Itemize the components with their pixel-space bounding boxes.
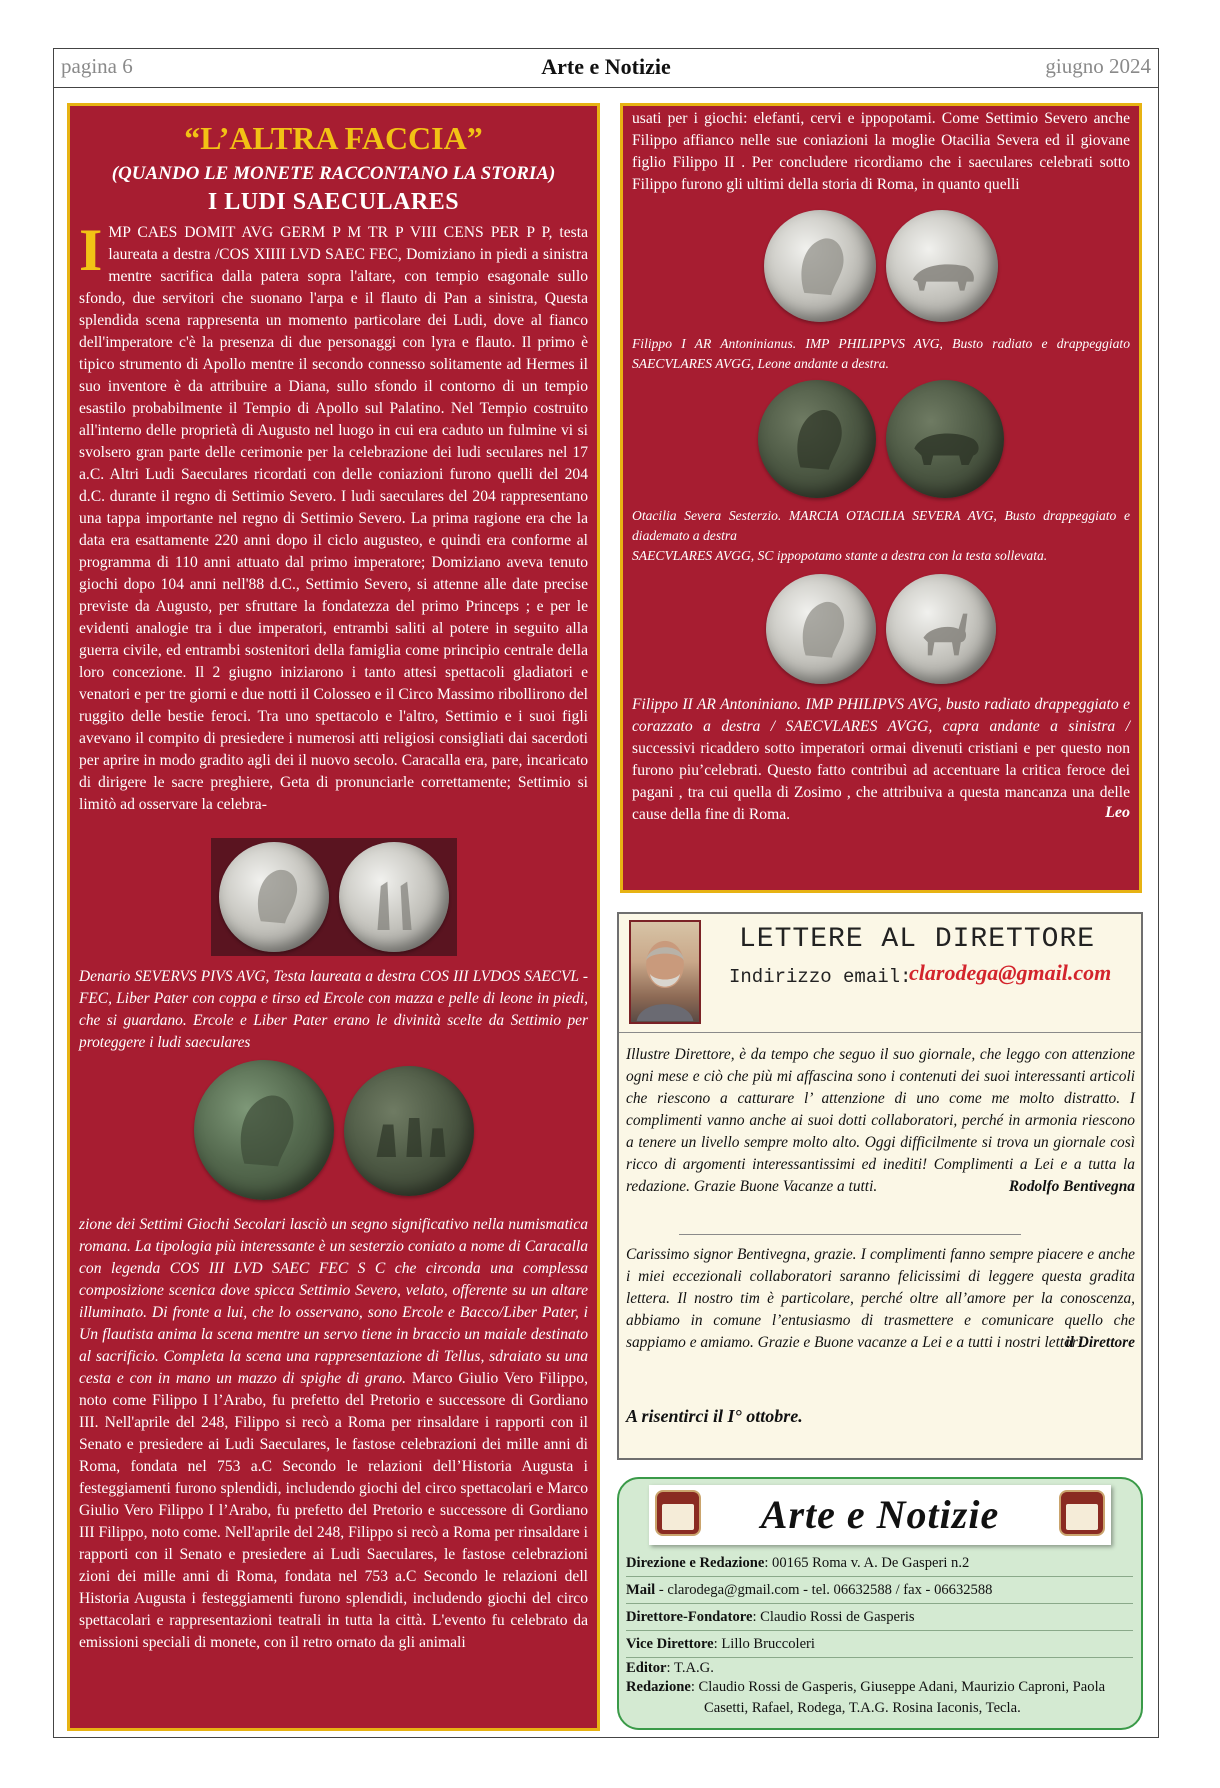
divider <box>626 1576 1133 1577</box>
letters-title: LETTERE AL DIRETTORE <box>739 924 1096 955</box>
credit-editor: Editor: T.A.G. <box>626 1660 714 1676</box>
director-photo <box>629 920 701 1024</box>
credit-mail: Mail - clarodega@gmail.com - tel. 06632588 / fax - 06632588 <box>626 1582 993 1598</box>
article-body-right-top: usati per i giochi: elefanti, cervi e ippopotami. Come Settimio Severo anche Filippo affianco nelle sue coniazioni la moglie Otacilia Severa ed il giovane figlio Filippo II . Per concludere ricordiamo che i saeculares celebrati sotto Filippo furono gli ultimi della storia di Roma, in quanto quelli <box>632 110 1130 193</box>
coin-reverse-goat <box>886 574 996 684</box>
coin-obverse-caracalla <box>194 1060 334 1200</box>
article-section-title: I LUDI SAECULARES <box>207 189 460 215</box>
coin-image-denario <box>79 838 588 956</box>
credit-staff-continued: Casetti, Rafael, Rodega, T.A.G. Rosina Iaconis, Tecla. <box>704 1700 1021 1716</box>
divider <box>679 1234 1021 1235</box>
coin-photo-frame <box>211 838 457 956</box>
masthead-banner <box>649 1485 1111 1545</box>
newspaper-logo-right <box>1059 1490 1105 1536</box>
article-right-column <box>620 103 1142 893</box>
credit-staff: Redazione: Claudio Rossi de Gasperis, Giuseppe Adani, Maurizio Caproni, Paola <box>626 1679 1106 1695</box>
director-signature: il Direttore <box>1065 1334 1135 1351</box>
email-label: Indirizzo email: <box>729 966 912 988</box>
issue-date: giugno 2024 <box>1045 54 1151 78</box>
coin-obverse-philippus <box>764 210 876 322</box>
coin-image-filippo-ii <box>632 574 1130 684</box>
coin-obverse-philippus-ii <box>766 574 876 684</box>
page-number: pagina 6 <box>61 54 133 78</box>
masthead-box <box>617 1477 1143 1730</box>
article-body-right-end: Filippo II AR Antoniniano. IMP PHILIPVS AVG, busto radiato drappeggiato e corazzato a destra / SAECVLARES AVGG, capra andante a sinistra / successivi ricaddero sotto imperatori ormai divenuti cristiani e per questo non furono piu’celebrati. Questo fatto contribuì ad accentuare la critica feroce dei pagani , tra cui quella di Zosimo , che attribuiva a questa mancanza una delle cause della fine di Roma. <box>632 696 1130 823</box>
coin-image-sesterzio <box>79 1060 588 1200</box>
coin-reverse-hippopotamus <box>886 380 1004 498</box>
masthead-title: Arte e Notizie <box>760 1492 1000 1537</box>
coin-obverse-otacilia <box>758 380 876 498</box>
coin-reverse-liber-ercole <box>339 842 449 952</box>
caption-otacilia: Otacilia Severa Sesterzio. MARCIA OTACILIA SEVERA AVG, Busto drappeggiato e diademato a destra SAECVLARES AVGG, SC ippopotamo stante a destra con la testa sollevata. <box>632 508 1130 563</box>
caption-denario: Denario SEVERVS PIVS AVG, Testa laureata a destra COS III LVDOS SAECVL - FEC, Liber Pater con coppa e tirso ed Ercole con mazza e pelle di leone in piedi, che si guardano. Ercole e Liber Pater erano le divinità scelte da Settimio per proteggere i ludi saeculares <box>79 968 588 1051</box>
coin-reverse-sacrifice-scene <box>344 1066 474 1196</box>
letters-to-editor-box <box>617 912 1143 1460</box>
newspaper-name: Arte e Notizie <box>541 54 671 79</box>
article-author: Leo <box>1105 804 1130 821</box>
article-body-part1: IMP CAES DOMIT AVG GERM P M TR P VIII CENS PER P P, testa laureata a destra /COS XIIII LVD SAEC FEC, Domiziano in piedi a sinistra mentre sacrifica dalla patera sopra l'altare, con tempio esagonale sullo sfondo, due servitori che suonano l'arpa e il flauto di Pan a sinistra, Questa splendida scena rappresenta un momento particolare dei Ludi, dove al fianco dell'imperatore c'è la presenza di due personaggi con lyra e flauto. Il primo è tipico strumento di Apollo mentre il secondo connesso solitamente ad Hermes il suo inventore è da attribuire a Diana, sullo sfondo il contorno di un tempio esastilo probabilmente il Tempio di Apollo sul Palatino. Nel Tempio costruito all'interno delle proprietà di Augusto nel luogo in cui era caduto un fulmine vi si svolsero gran parte delle cerimonie per la celebrazione dei ludi seculares nel 17 a.C. Altri Ludi Saeculares ricordati con delle coniazioni furono quelli del 204 d.C. durante il regno di Settimio Severo. I ludi saeculares del 204 rappresentano una tappa importante nel regno di Settimio Severo. La prima ragione era che la data era esattamente 220 anni dopo il ciclo augusteo, e quindi era conforme al programma di 110 anni attuato dal primo imperatore; Domiziano aveva tenuto giochi dopo 104 anni nell'88 d.C., Settimio Severo, si attenne alle date precise previste da Augusto, per sfruttare la fondatezza del primo Princeps ; e per le evidenti analogie tra i due imperatori, entrambi saliti al potere in seguito alla guerra civile, ed entrambi sostenitori della famiglia come principio centrale della loro concezione. Il 2 giugno iniziarono i tanto attesi spettacoli gladiatori e venatori e per tre giorni e due notti il Colosseo e il Circo Massimo ribollirono del ruggito delle bestie feroci. Tra uno spettacolo e l'altro, Settimio e i suoi figli avevano il compito di presiedere i numerosi atti religiosi consigliati dai sacerdoti per aprire in modo gradito agli dei il nuovo secolo. Caracalla era, pare, incaricato di dirigere le sacre preghiere, Geta di pronunciarle correttamente; Settimio si limitò ad osservare la celebra- <box>79 217 588 813</box>
editor-email-link[interactable]: clarodega@gmail.com <box>909 960 1112 985</box>
divider <box>626 1603 1133 1604</box>
divider <box>626 1657 1133 1658</box>
caption-filippo-i: Filippo I AR Antoninianus. IMP PHILIPPVS AVG, Busto radiato e drappeggiato SAECVLARES AVGG, Leone andante a destra. <box>632 336 1130 371</box>
coin-image-filippo-i <box>632 210 1130 322</box>
director-reply: Carissimo signor Bentivegna, grazie. I complimenti fanno sempre piacere e anche i miei eccezionali collaboratori saranno felicissimi di leggere questa gradita lettera. Il nostro tim è particolare, perché oltre all’amore per la conoscenza, abbiamo in comune l’entusiasmo di trasmettere e comunicare quello che sappiamo e amiamo. Grazie e Buone vacanze a Lei e a tutti i nostri lettori. il Direttore <box>626 1244 1135 1354</box>
article-title: “L’ALTRA FACCIA” <box>184 120 483 156</box>
article-subtitle: (QUANDO LE MONETE RACCONTANO LA STORIA) <box>111 163 556 184</box>
coin-reverse-lion <box>886 210 998 322</box>
credit-fondatore: Direttore-Fondatore: Claudio Rossi de Gasperis <box>626 1609 915 1625</box>
article-left-column <box>67 103 600 1731</box>
masthead-credits <box>626 1551 1133 1719</box>
page-header <box>53 48 1159 88</box>
coin-obverse-severus <box>219 842 329 952</box>
coin-image-otacilia <box>632 380 1130 498</box>
divider <box>626 1630 1133 1631</box>
credit-vice: Vice Direttore: Lillo Bruccoleri <box>626 1636 815 1652</box>
reader-letter: Illustre Direttore, è da tempo che seguo il suo giornale, che leggo con attenzione ogni mese e ciò che più mi affascina sono i contenuti dei suoi interessanti articoli che riescono a catturare l’ attenzione di uno come me molto distratto. I complimenti vanno anche ai suoi dotti collaboratori, perché in armonia riescono a tenere un livello sempre molto alto. Oggi difficilmente si trova un giornale così ricco di argomenti interessantissimi ed inediti! Complimenti a Lei e a tutta la redazione. Grazie Buone Vacanze a tutti. Rodolfo Bentivegna <box>626 1044 1135 1198</box>
credit-redazione: Direzione e Redazione: 00165 Roma v. A. De Gasperi n.2 <box>626 1555 970 1571</box>
article-body-part2: zione dei Settimi Giochi Secolari lasciò un segno significativo nella numismatica romana. La tipologia più interessante è un sesterzio coniato a nome di Caracalla con legenda COS III LVD SAEC FEC S C che circonda una complessa composizione scenica dove spicca Settimio Severo, velato, offerente su un altare illuminato. Di fronte a lui, che lo osservano, sono Ercole e Bacco/Liber Pater, i Un flautista anima la scena mentre un servo tiene in braccio un maiale destinato al sacrificio. Completa la scena una rappresentazione di Tellus, sdraiato su una cesta e con in mano un mazzo di spighe di grano. Marco Giulio Vero Filippo, noto come Filippo I l’Arabo, fu prefetto del Pretorio e successore di Gordiano III. Nell'aprile del 248, Filippo si recò a Roma per rinsaldare i rapporti con il Senato e presiedere ai Ludi Saeculares, le fastose celebrazioni dei mille anni di Roma, fondata nel 753 a.C Secondo le relazioni dell’Historia Augusta i festeggiamenti furono splendidi, includendo giochi del circo spettacolari e Marco Giulio Vero Filippo I l’Arabo, fu prefetto del Pretorio e successore di Gordiano III Filippo, noto come. Nell'aprile del 248, Filippo si recò a Roma per rinsaldare i rapporti con il Senato e presiedere ai Ludi Saeculares, le fastose celebrazioni zioni dei mille anni di Roma, fondata nel 753 a.C Secondo le relazioni dell Historia Augusta i festeggiamenti furono splendidi, includendo giochi del circo spettacolari e rappresentazioni teatrali in tutta la città. L'evento fu celebrato da emissioni speciali di monete, con il retro ornato da gli animali <box>79 1216 588 1651</box>
drop-cap: I <box>79 217 103 283</box>
closing-note: A risentirci il I° ottobre. <box>626 1406 803 1426</box>
reader-signature: Rodolfo Bentivegna <box>1008 1178 1135 1195</box>
divider <box>619 1032 1141 1033</box>
